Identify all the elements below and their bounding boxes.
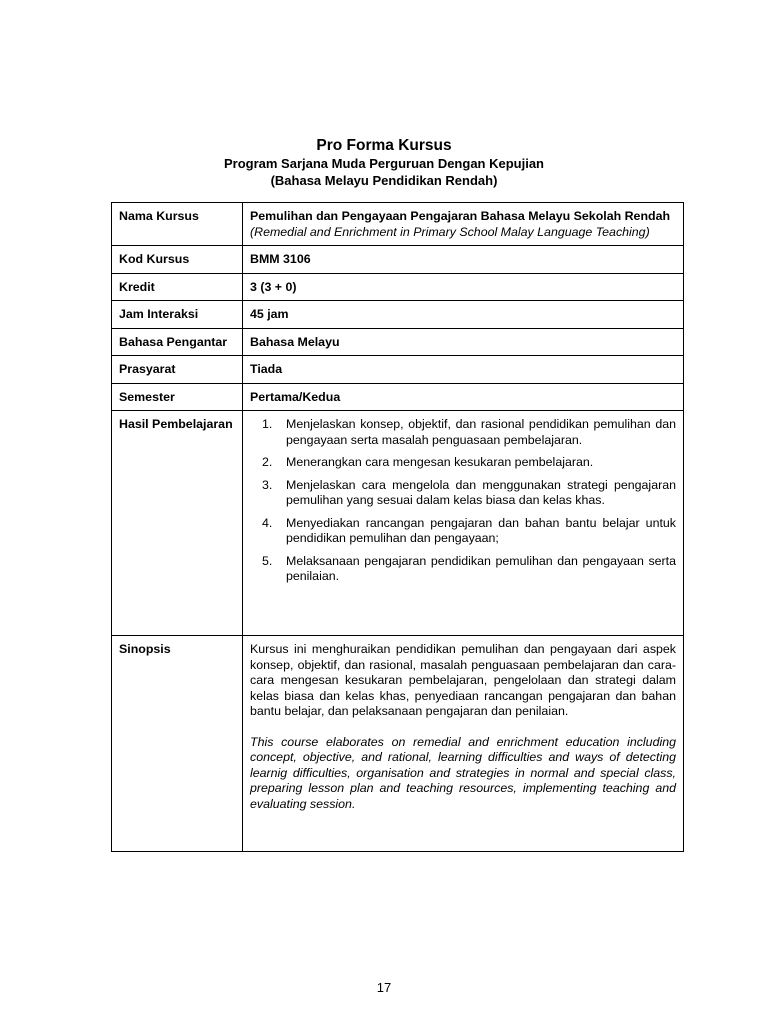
kredit-label: Kredit [112, 273, 243, 301]
jam-interaksi-label: Jam Interaksi [112, 301, 243, 329]
course-proforma-table [111, 202, 684, 852]
row-semester [112, 383, 684, 411]
list-item [250, 417, 676, 448]
program-subtitle: Program Sarjana Muda Perguruan Dengan Kepujian [223, 156, 544, 171]
list-item-text: Melaksanaan pengajaran pendidikan pemulihan dan pengayaan serta penilaian. [286, 553, 676, 583]
list-item [250, 554, 676, 585]
program-specialization: (Bahasa Melayu Pendidikan Rendah) [270, 173, 498, 188]
list-item-number: 4. [262, 515, 273, 530]
list-item [250, 478, 676, 509]
nama-kursus-label: Nama Kursus [112, 203, 243, 246]
list-item-text: Menjelaskan konsep, objektif, dan rasional pendidikan pemulihan dan pengayaan serta masalah penguasaan pembelajaran. [286, 417, 676, 447]
page-title: Pro Forma Kursus [316, 137, 452, 154]
row-jam-interaksi [112, 301, 684, 329]
row-kod-kursus [112, 246, 684, 274]
nama-kursus-value [243, 203, 684, 246]
list-item-text: Menyediakan rancangan pengajaran dan bahan bantu belajar untuk pendidikan pemulihan dan pengayaan; [286, 515, 676, 545]
hasil-pembelajaran-label: Hasil Pembelajaran [112, 411, 243, 636]
semester-value: Pertama/Kedua [243, 383, 684, 411]
semester-label: Semester [112, 383, 243, 411]
course-name-malay: Pemulihan dan Pengayaan Pengajaran Bahasa Melayu Sekolah Rendah [250, 209, 671, 223]
hasil-pembelajaran-value [243, 411, 684, 636]
sinopsis-value [243, 636, 684, 852]
row-prasyarat [112, 356, 684, 384]
synopsis-malay: Kursus ini menghuraikan pendidikan pemulihan dan pengayaan dari aspek konsep, objektif, dan rasional, masalah penguasaan pembelajaran dan cara-cara mengesan kesukaran pembelajaran, pengelolaan dan strategi dalam kelas biasa dan kelas khas, penyediaan rancangan pengajaran dan bahan bantu belajar, dan pelaksanaan pengajaran dan penilaian. [250, 642, 676, 718]
kod-kursus-label: Kod Kursus [112, 246, 243, 274]
prasyarat-value: Tiada [243, 356, 684, 384]
kod-kursus-value: BMM 3106 [243, 246, 684, 274]
course-name-english: (Remedial and Enrichment in Primary School Malay Language Teaching) [250, 224, 650, 239]
list-item [250, 455, 676, 471]
list-item-text: Menerangkan cara mengesan kesukaran pembelajaran. [286, 455, 594, 469]
row-nama-kursus [112, 203, 684, 246]
sinopsis-label: Sinopsis [112, 636, 243, 852]
row-bahasa-pengantar [112, 328, 684, 356]
list-item-number: 2. [262, 455, 273, 469]
list-item-number: 5. [262, 553, 273, 568]
row-sinopsis [112, 636, 684, 852]
jam-interaksi-value: 45 jam [243, 301, 684, 329]
synopsis-english: This course elaborates on remedial and enrichment education including concept, objective, and rational, learning difficulties and ways of detecting learnig difficulties, organisation and strategies in normal and special class, preparing lesson plan and teaching resources, implementing teaching and evaluating session. [250, 734, 676, 811]
bahasa-pengantar-value: Bahasa Melayu [243, 328, 684, 356]
row-hasil-pembelajaran [112, 411, 684, 636]
kredit-value: 3 (3 + 0) [243, 273, 684, 301]
list-item-number: 1. [262, 417, 273, 431]
list-item [250, 516, 676, 547]
list-item-number: 3. [262, 477, 273, 492]
prasyarat-label: Prasyarat [112, 356, 243, 384]
page-number: 17 [376, 980, 392, 995]
list-item-text: Menjelaskan cara mengelola dan menggunakan strategi pengajaran pemulihan yang sesuai dalam kelas biasa dan kelas khas. [286, 477, 676, 507]
row-kredit [112, 273, 684, 301]
learning-outcomes-list [250, 417, 676, 585]
bahasa-pengantar-label: Bahasa Pengantar [112, 328, 243, 356]
